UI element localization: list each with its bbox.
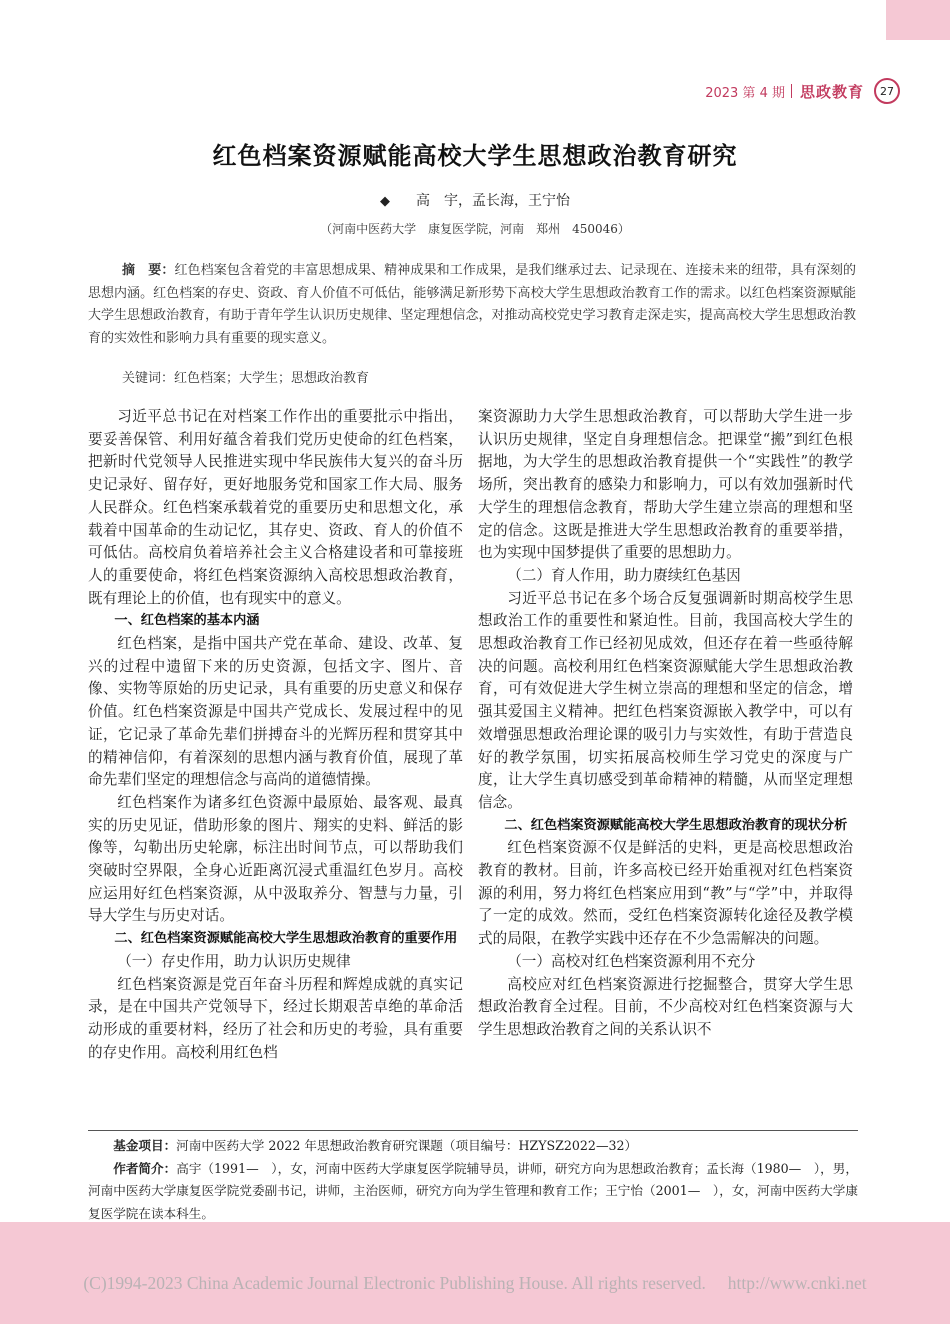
paragraph: 习近平总书记在对档案工作作出的重要批示中指出，要妥善保管、利用好蕴含着我们党历史使命的红色档案，把新时代党领导人民推进实现中华民族伟大复兴的奋斗历史记录好、留存好，更好地服务党和国家工作大局、服务人民群众。红色档案承载着党的重要历史和思想文化，承载着中国革命的生动记忆，其存史、资政、育人的价值不可低估。高校肩负着培养社会主义合格建设者和可靠接班人的重要使命，将红色档案资源纳入高校思想政治教育，既有理论上的价值，也有现实中的意义。 (88, 408, 463, 607)
footnotes (88, 1130, 858, 1225)
author-bio-text: 高宇（1991— ），女，河南中医药大学康复医学院辅导员，讲师，研究方向为思想政治教育；孟长海（1980— ），男，河南中医药大学康复医学院党委副书记，讲师，主治医师，研究方向为学生管理和教育工作；王宁怡（2001— ），女，河南中医药大学康复医学院在读本科生。 (88, 1160, 858, 1221)
keywords: 关键词：红色档案；大学生；思想政治教育 (122, 371, 370, 386)
header-divider (791, 84, 792, 98)
paragraph: 红色档案作为诸多红色资源中最原始、最客观、最真实的历史见证，借助形象的图片、翔实的史料、鲜活的影像等，勾勒出历史轮廓，标注出时间节点，可以帮助我们突破时空界限，全身心近距离沉浸式重温红色岁月。高校应运用好红色档案资源，从中汲取养分、智慧与力量，引导大学生与历史对话。 (88, 793, 463, 925)
body-column-left (88, 406, 463, 1064)
article-title: 红色档案资源赋能高校大学生思想政治教育研究 (212, 142, 738, 170)
diamond-icon: ◆ (380, 194, 390, 209)
fund-label: 基金项目： (113, 1138, 177, 1153)
paragraph: 习近平总书记在多个场合反复强调新时期高校学生思想政治工作的重要性和紧迫性。目前，我国高校大学生的思想政治教育工作已经初见成效，但还存在着一些亟待解决的问题。高校利用红色档案资源赋能大学生思想政治教育，可有效促进大学生树立崇高的理想和坚定的信念，增强其爱国主义精神。把红色档案资源嵌入教学中，可以有效增强思想政治理论课的吸引力与实效性，有助于营造良好的教学氛围，切实拓展高校师生学习党史的深度与广度，让大学生真切感受到革命精神的精髓，从而坚定理想信念。 (478, 589, 853, 811)
author-bio-label: 作者简介： (113, 1160, 177, 1176)
copyright-watermark: (C)1994-2023 China Academic Journal Electronic Publishing House. All rights reserved. http://www.cnki.net (83, 1273, 867, 1293)
paragraph: 红色档案资源不仅是鲜活的史料，更是高校思想政治教育的教材。目前，许多高校已经开始重视对红色档案资源的利用，努力将红色档案应用到“教”与“学”中，并取得了一定的成效。然而，受红色档案资源转化途径及教学模式的局限，在教学实践中还存在不少急需解决的问题。 (478, 839, 853, 948)
abstract-text: 红色档案包含着党的丰富思想成果、精神成果和工作成果，是我们继承过去、记录现在、连接未来的纽带，具有深刻的思想内涵。红色档案的存史、资政、育人价值不可低估，能够满足新形势下高校大学生思想政治教育工作的需求。以红色档案资源赋能大学生思想政治教育，有助于青年学生认识历史规律、坚定理想信念，对推动高校党史学习教育走深走实，提高高校大学生思想政治教育的实效性和影响力具有重要的现实意义。 (88, 263, 856, 346)
author-line (0, 190, 950, 210)
subsection-heading: （一）高校对红色档案资源利用不充分 (507, 952, 756, 970)
affiliation: （河南中医药大学 康复医学院，河南 郑州 450046） (320, 222, 630, 236)
section-heading: 二、红色档案资源赋能高校大学生思想政治教育的现状分析 (504, 817, 848, 833)
author-note (88, 1158, 858, 1226)
paragraph: 高校应对红色档案资源进行挖掘整合，贯穿大学生思想政治教育全过程。目前，不少高校对红色档案资源与大学生思想政治教育之间的关系认识不 (478, 975, 853, 1038)
column-name: 思政教育 (799, 82, 864, 101)
author-names: 高 宇，孟长海，王宁怡 (416, 193, 570, 209)
paragraph: 案资源助力大学生思想政治教育，可以帮助大学生进一步认识历史规律，坚定自身理想信念。把课堂“搬”到红色根据地，为大学生的思想政治教育提供一个“实践性”的教学场所，突出教育的感染力和影响力，可以有效加强新时代大学生的理想信念教育，帮助大学生建立崇高的理想和坚定的信念。这既是推进大学生思想政治教育的重要举措，也为实现中国梦提供了重要的思想助力。 (478, 408, 853, 562)
corner-decoration (886, 0, 950, 40)
subsection-heading: （一）存史作用，助力认识历史规律 (117, 952, 351, 970)
issue-label: 2023 第 4 期 (705, 85, 785, 101)
fund-text: 河南中医药大学 2022 年思想政治教育研究课题（项目编号：HZYSZ2022—32） (176, 1138, 638, 1153)
fund-note (88, 1135, 858, 1158)
section-heading: 一、红色档案的基本内涵 (114, 613, 260, 629)
page-number: 27 (874, 78, 900, 104)
running-header (600, 76, 900, 106)
abstract (88, 260, 856, 350)
paragraph: 红色档案，是指中国共产党在革命、建设、改革、复兴的过程中遗留下来的历史资源，包括文字、图片、音像、实物等原始的历史记录，具有重要的历史意义和保存价值。红色档案资源是中国共产党成长、发展过程中的见证，它记录了革命先辈们拼搏奋斗的光辉历程和贯穿其中的精神信仰，有着深刻的思想内涵与教育价值，展现了革命先辈们坚定的理想信念与高尚的道德情操。 (88, 635, 463, 789)
section-heading: 二、红色档案资源赋能高校大学生思想政治教育的重要作用 (114, 931, 458, 947)
body-column-right (478, 406, 853, 1042)
subsection-heading: （二）育人作用，助力赓续红色基因 (507, 566, 741, 584)
paragraph: 红色档案资源是党百年奋斗历程和辉煌成就的真实记录，是在中国共产党领导下，经过长期艰苦卓绝的革命活动形成的重要材料，经历了社会和历史的考验，具有重要的存史作用。高校利用红色档 (88, 975, 463, 1061)
abstract-label: 摘 要： (122, 263, 175, 278)
